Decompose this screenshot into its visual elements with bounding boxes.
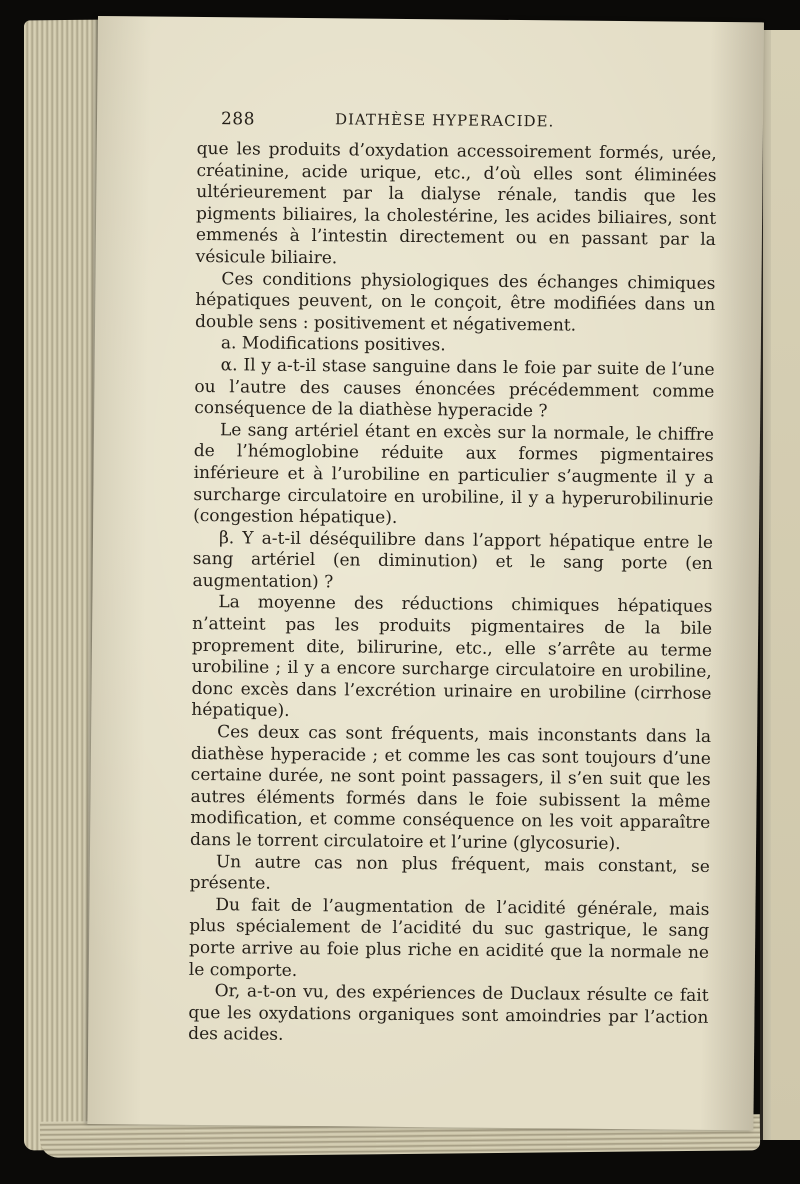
paragraph: La moyenne des réductions chimiques hépatiques n’atteint pas les produits pigmentaires de la bile proprement dite, bilirurine, etc., elle s’arrête au terme urobiline ; il y a encore surcharge circulatoire en urobiline, donc excès dans l’excrétion urinaire en urobiline (cirrhose hépatique). — [191, 592, 713, 722]
paragraph: Du fait de l’augmentation de l’acidité générale, mais plus spécialement de l’acidité du suc gastrique, le sang porte arrive au foie plus riche en acidité que la normale ne le comporte. — [188, 894, 710, 981]
facing-page-edge — [760, 30, 800, 1140]
paragraph: β. Y a-t-il déséquilibre dans l’apport hépatique entre le sang artériel (en diminution) et le sang porte (en augmentation) ? — [192, 527, 714, 593]
page-number: 288 — [220, 109, 256, 130]
text-block — [188, 109, 717, 1046]
page-body — [188, 139, 717, 1051]
section-heading: a. Modifications positives. — [220, 333, 446, 356]
paragraph: que les produits d’oxydation accessoirement formés, urée, créatinine, acide urique, etc., d’où elles sont éliminées ultérieurement par la dialyse rénale, tandis que les pigments biliaires, la cholestérine, les acides biliaires, sont emmenés à l’intestin directement ou en passant par la vésicule biliaire. — [195, 138, 717, 269]
paragraph: α. Il y a-t-il stase sanguine dans le foie par suite de l’une ou l’autre des causes énoncées précédemment comme conséquence de la diathèse hyperacide ? — [194, 355, 715, 422]
paragraph: Le sang artériel étant en excès sur la normale, le chiffre de l’hémoglobine réduite aux formes pigmentaires inférieure et à l’urobiline en particulier s’augmente il y a surcharge circulatoire en urobiline, il y a hyperurobilinurie (congestion hépatique). — [193, 419, 715, 528]
paragraph: Or, a-t-on vu, des expériences de Duclaux résulte ce fait que les oxydations organiques sont amoindries par l’action des acides. — [188, 981, 709, 1046]
paragraph: Un autre cas non plus fréquent, mais constant, se présente. — [189, 851, 710, 894]
facing-page-strip — [771, 30, 800, 1140]
running-title: DIATHÈSE HYPERACIDE. — [334, 110, 555, 131]
paragraph: Ces conditions physiologiques des échanges chimiques hépatiques peuvent, on le conçoit, être modifiées dans un double sens : positivement et négativement. — [194, 268, 716, 336]
paragraph: Ces deux cas sont fréquents, mais inconstants dans la diathèse hyperacide ; et comme les cas sont toujours d’une certaine durée, ne sont point passagers, il s’en suit que les autres éléments formés dans le foie subissent la même modification, et comme conséquence on les voit apparaître dans le torrent circulatoire et l’urine (glycosurie). — [189, 722, 712, 855]
book-page — [87, 16, 764, 1130]
